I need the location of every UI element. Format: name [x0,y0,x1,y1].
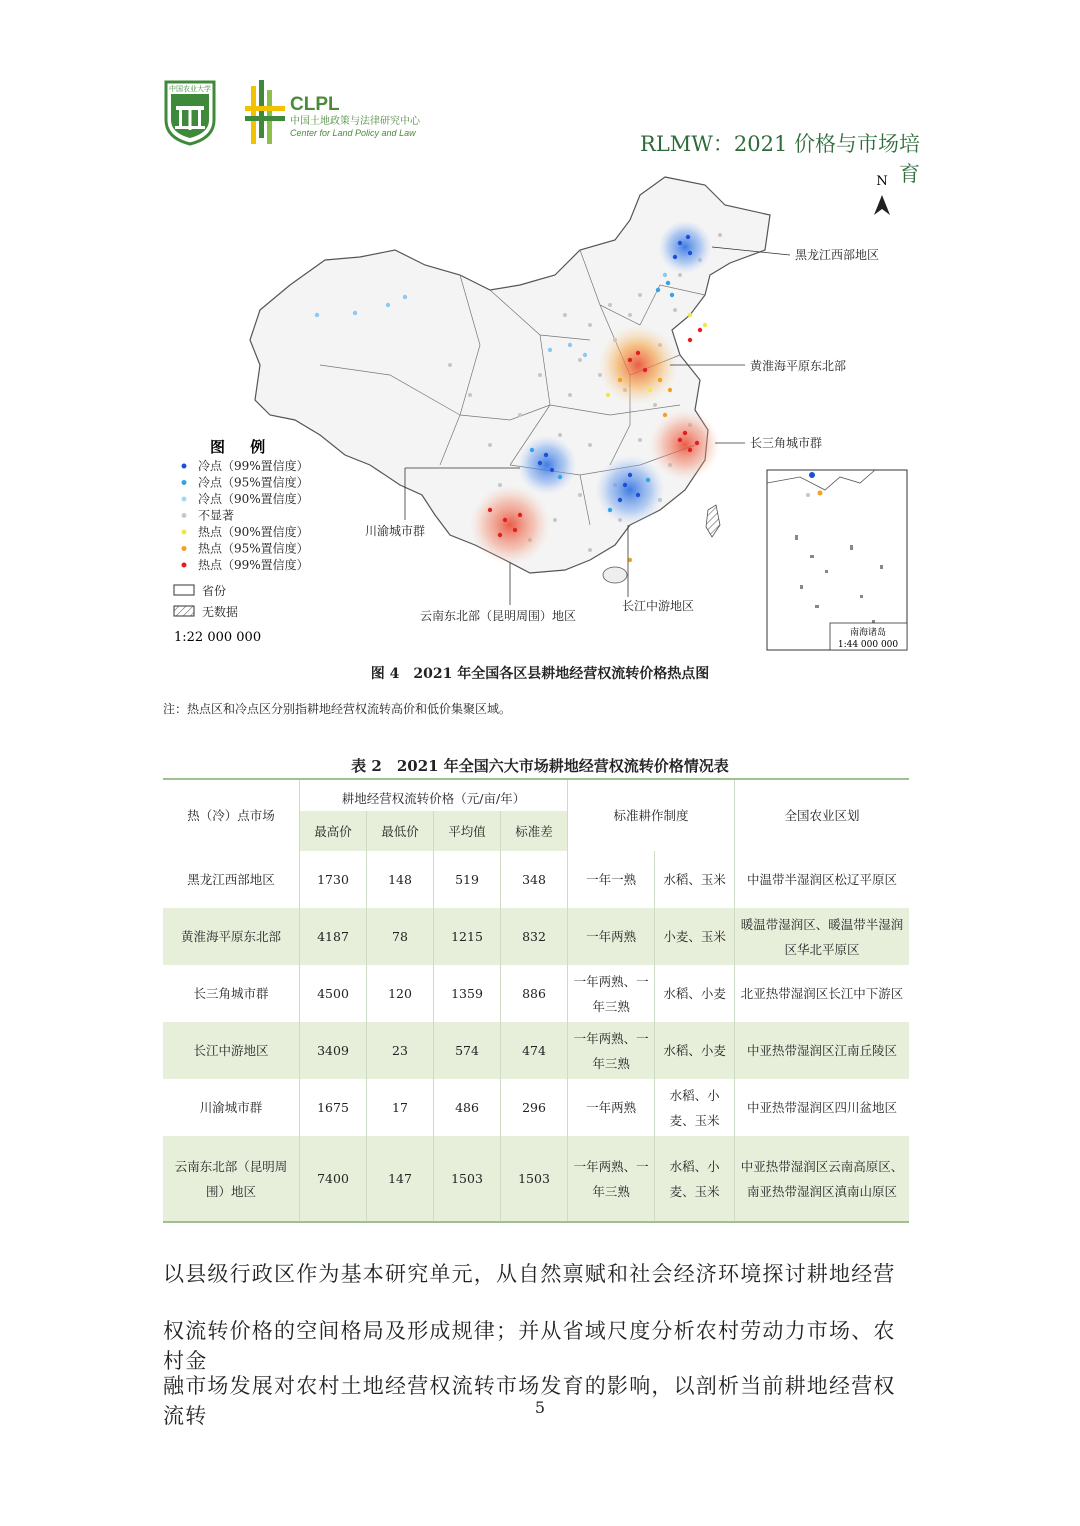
cell-zone: 中亚热带湿润区云南高原区、南亚热带湿润区滇南山原区 [735,1136,910,1222]
header-std: 标准差 [501,811,568,851]
price-table [163,778,909,1223]
legend-province-label: 省份 [202,584,227,598]
legend-title: 图 例 [210,438,276,456]
cell-std: 886 [501,965,568,1022]
cell-crops: 水稻、小麦 [655,965,735,1022]
table-row [163,965,909,1022]
cell-market: 长江中游地区 [163,1022,300,1079]
seal-text: 中国农业大学 [169,85,211,93]
cell-min: 147 [367,1136,434,1222]
cell-mean: 574 [434,1022,501,1079]
page-number: 5 [534,1398,546,1417]
hainan [603,567,627,583]
taiwan-nodata [706,505,720,537]
inset-scale: 1:44 000 000 [837,640,899,650]
cell-min: 23 [367,1022,434,1079]
legend-nodata-swatch [174,606,194,616]
yangtze-delta-hotspot-cluster [650,410,720,480]
legend-label-3: 不显著 [198,508,235,523]
header-min: 最低价 [367,811,434,851]
north-label: N [876,174,888,189]
yunnan-hotspot-cluster [470,485,550,565]
cell-market: 黑龙江西部地区 [163,851,300,908]
cell-zone: 中亚热带湿润区江南丘陵区 [735,1022,910,1079]
body-paragraph-line-1: 以县级行政区作为基本研究单元，从自然禀赋和社会经济环境探讨耕地经营 [163,1262,896,1286]
table-row [163,1079,909,1136]
table-row [163,1022,909,1079]
center-chinese-name: 中国土地政策与法律研究中心 [290,116,420,127]
cell-mean: 519 [434,851,501,908]
north-arrow-icon [874,174,890,215]
cell-min: 17 [367,1079,434,1136]
body-paragraph-line-2: 权流转价格的空间格局及形成规律；并从省域尺度分析农村劳动力市场、农村金 [163,1319,896,1373]
header-market: 热（冷）点市场 [163,779,300,851]
huanghuaihai-hotspot-cluster [598,325,678,405]
cell-max: 3409 [300,1022,367,1079]
body-paragraph-line-3: 融市场发展对农村土地经营权流转市场发育的影响，以剖析当前耕地经营权流转 [163,1374,896,1428]
header-mean: 平均值 [434,811,501,851]
legend-swatch-0 [182,464,187,469]
cell-mean: 1359 [434,965,501,1022]
cell-max: 7400 [300,1136,367,1222]
cell-max: 4500 [300,965,367,1022]
cell-cycle: 一年两熟、一年三熟 [568,965,655,1022]
legend-rows [182,458,309,572]
legend-swatch-1 [182,480,187,485]
cell-std: 832 [501,908,568,965]
header-zone: 全国农业区划 [735,779,910,851]
clpl-logo-mark [245,80,285,144]
cell-crops: 水稻、小麦 [655,1022,735,1079]
cell-max: 1730 [300,851,367,908]
cell-crops: 水稻、小麦、玉米 [655,1079,735,1136]
legend-label-2: 冷点（90%置信度） [198,492,309,506]
legend-label-6: 热点（99%置信度） [198,558,309,572]
hotspot-map [160,165,920,655]
south-china-sea-inset [767,470,907,650]
table-row [163,1136,909,1222]
table-body [163,851,909,1222]
inset-label: 南海诸岛 [849,628,887,638]
header-farming: 标准耕作制度 [568,779,735,851]
cell-min: 78 [367,908,434,965]
cell-std: 1503 [501,1136,568,1222]
cell-std: 296 [501,1079,568,1136]
cell-mean: 1215 [434,908,501,965]
label-heilongjiang: 黑龙江西部地区 [795,248,880,262]
table-title: 表 2 2021 年全国六大市场耕地经营权流转价格情况表 [351,757,729,775]
cell-cycle: 一年两熟、一年三熟 [568,1136,655,1222]
table-row [163,851,909,908]
header-price-group: 耕地经营权流转价格（元/亩/年） [300,779,568,811]
figure-note: 注：热点区和冷点区分别指耕地经营权流转高价和低价集聚区域。 [163,702,512,716]
header-max: 最高价 [300,811,367,851]
cell-market: 长三角城市群 [163,965,300,1022]
center-english-name: Center for Land Policy and Law [290,128,416,138]
clpl-text-block [290,95,420,138]
center-name: CLPL [290,94,340,115]
university-seal-logo [163,80,217,146]
cell-cycle: 一年两熟 [568,1079,655,1136]
cell-cycle: 一年两熟、一年三熟 [568,1022,655,1079]
cell-max: 1675 [300,1079,367,1136]
legend-swatch-4 [182,530,187,535]
legend-swatch-2 [182,497,187,502]
cell-cycle: 一年一熟 [568,851,655,908]
legend-label-1: 冷点（95%置信度） [198,475,309,490]
label-yunnan: 云南东北部（昆明周围）地区 [420,609,577,623]
legend-swatch-5 [182,546,187,551]
chengyu-coldspot-cluster [517,435,577,495]
cell-market: 黄淮海平原东北部 [163,908,300,965]
legend-province-swatch [174,585,194,595]
label-yangtze-delta: 长三角城市群 [750,436,823,450]
cell-crops: 小麦、玉米 [655,908,735,965]
cell-zone: 暖温带湿润区、暖温带半湿润区华北平原区 [735,908,910,965]
cell-zone: 中温带半湿润区松辽平原区 [746,872,897,887]
cell-std: 348 [501,851,568,908]
heilongjiang-coldspot-cluster [658,220,712,274]
cell-market: 云南东北部（昆明周围）地区 [163,1136,300,1222]
map-scale: 1:22 000 000 [174,630,262,645]
legend-swatch-6 [182,563,187,568]
label-yangtze-middle: 长江中游地区 [622,599,695,613]
label-chengyu: 川渝城市群 [365,524,426,538]
table-row [163,908,909,965]
cell-mean: 486 [434,1079,501,1136]
cell-mean: 1503 [434,1136,501,1222]
cell-crops: 水稻、小麦、玉米 [655,1136,735,1222]
legend-label-0: 冷点（99%置信度） [198,459,309,473]
yangtze-middle-coldspot-cluster [595,455,665,525]
cell-market: 川渝城市群 [163,1079,300,1136]
cell-min: 120 [367,965,434,1022]
cell-max: 4187 [300,908,367,965]
figure-caption: 图 4 2021 年全国各区县耕地经营权流转价格热点图 [370,666,710,682]
legend-label-4: 热点（90%置信度） [198,525,309,539]
cell-cycle: 一年两熟 [568,908,655,965]
cell-crops: 水稻、玉米 [655,851,735,908]
cell-std: 474 [501,1022,568,1079]
map-legend [174,438,309,645]
legend-label-5: 热点（95%置信度） [198,541,309,556]
label-huanghuaihai: 黄淮海平原东北部 [750,359,847,373]
series-title: RLMW：2021 价格与市场培育 [640,132,920,186]
cell-zone: 北亚热带湿润区长江中下游区 [740,986,904,1001]
cell-min: 148 [367,851,434,908]
legend-nodata-label: 无数据 [202,605,239,619]
cell-zone: 中亚热带湿润区四川盆地区 [746,1100,897,1115]
legend-swatch-3 [182,513,187,518]
